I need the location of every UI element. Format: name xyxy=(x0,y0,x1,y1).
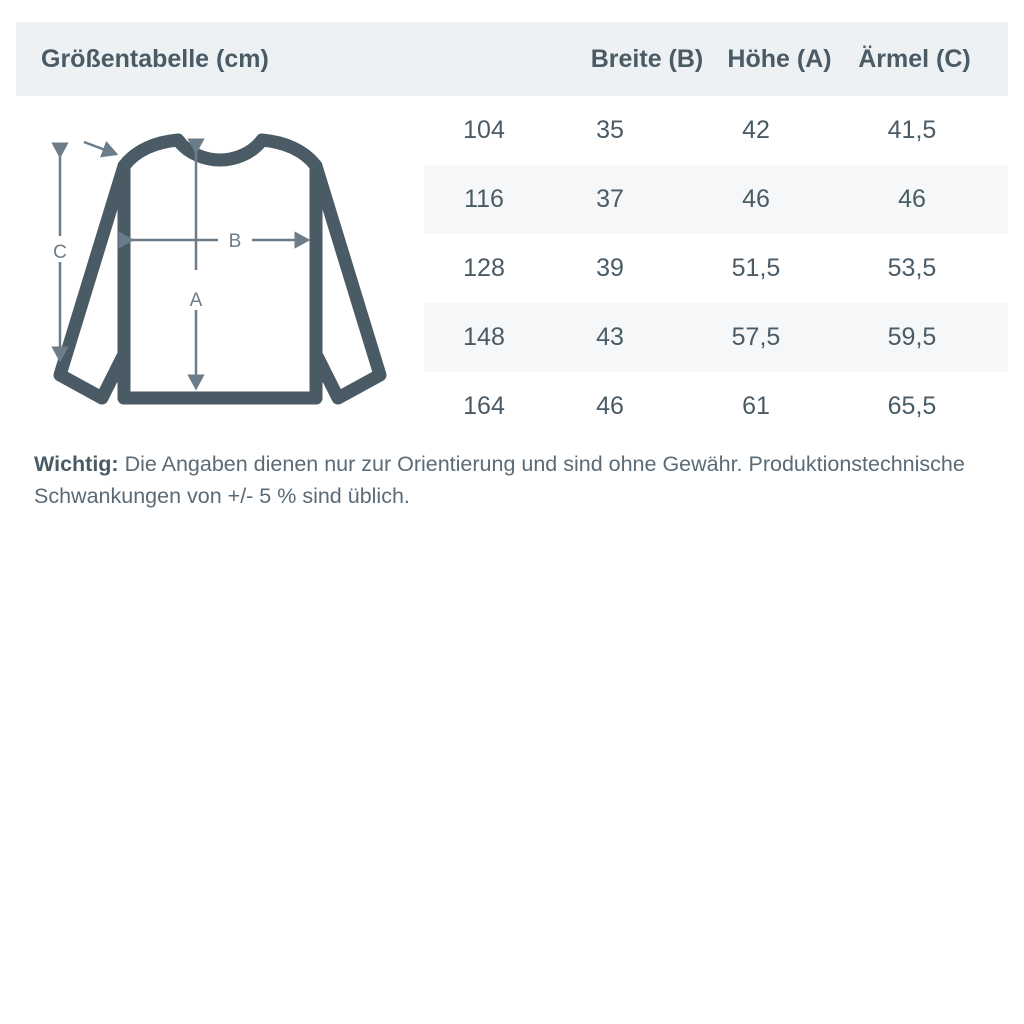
cell-aermel: 59,5 xyxy=(887,323,937,351)
cell-breite: 37 xyxy=(596,185,624,213)
table-row xyxy=(424,165,1008,234)
cell-size: 164 xyxy=(463,392,505,420)
size-table xyxy=(424,96,1008,441)
table-row xyxy=(424,303,1008,372)
label-a: A xyxy=(189,290,203,311)
cell-size: 148 xyxy=(463,323,505,351)
column-header-hoehe: Höhe (A) xyxy=(727,44,832,73)
c-guide-top xyxy=(84,142,116,154)
label-b: B xyxy=(228,231,242,252)
cell-hoehe: 51,5 xyxy=(731,254,781,282)
cell-hoehe: 42 xyxy=(742,116,770,144)
page-title: Größentabelle (cm) xyxy=(41,44,269,73)
cell-hoehe: 61 xyxy=(742,392,770,420)
sweater-icon xyxy=(20,110,420,440)
sweater-outline xyxy=(60,140,380,398)
cell-breite: 46 xyxy=(596,392,624,420)
table-row xyxy=(424,96,1008,165)
sweater-diagram xyxy=(20,110,420,440)
table-row xyxy=(424,234,1008,303)
table-row xyxy=(424,372,1008,441)
cell-hoehe: 57,5 xyxy=(731,323,781,351)
cell-size: 128 xyxy=(463,254,505,282)
cell-hoehe: 46 xyxy=(742,185,770,213)
cell-breite: 43 xyxy=(596,323,624,351)
cell-breite: 39 xyxy=(596,254,624,282)
cell-aermel: 41,5 xyxy=(887,116,937,144)
disclaimer-lead: Wichtig: xyxy=(34,452,119,476)
cell-aermel: 53,5 xyxy=(887,254,937,282)
cell-size: 116 xyxy=(464,185,504,213)
cell-breite: 35 xyxy=(596,116,624,144)
column-header-breite: Breite (B) xyxy=(590,44,704,73)
column-header-aermel: Ärmel (C) xyxy=(858,44,971,73)
cell-size: 104 xyxy=(463,116,505,144)
disclaimer-note xyxy=(34,448,984,512)
cell-aermel: 65,5 xyxy=(887,392,937,420)
column-headers xyxy=(582,45,1008,74)
label-c: C xyxy=(53,242,67,263)
table-header xyxy=(16,22,1008,96)
cell-aermel: 46 xyxy=(898,185,926,213)
disclaimer-text: Die Angaben dienen nur zur Orientierung und sind ohne Gewähr. Produktionstechnische Schwankungen von +/- 5 % sind üblich. xyxy=(34,452,965,508)
